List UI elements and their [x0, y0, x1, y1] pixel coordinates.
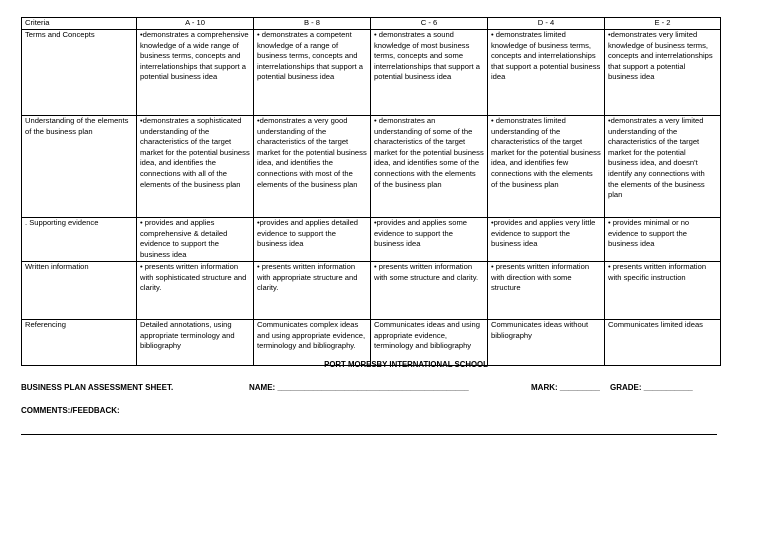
grade-d-cell: Communicates ideas without bibliography: [488, 320, 605, 366]
grade-a-cell: Detailed annotations, using appropriate terminology and bibliography: [137, 320, 254, 366]
grade-c-cell: Communicates ideas and using appropriate evidence, terminology and bibliography: [371, 320, 488, 366]
table-row: [22, 262, 721, 320]
criteria-cell: Understanding of the elements of the business plan: [22, 116, 137, 218]
grade-b-cell: •demonstrates a very good understanding of the characteristics of the target market for the potential business idea, and identifies the connections with most of the elements of the business plan: [254, 116, 371, 218]
grade-a-cell: • presents written information with sophisticated structure and clarity.: [137, 262, 254, 320]
grade-a-cell: • provides and applies comprehensive & detailed evidence to support the business idea: [137, 218, 254, 262]
grade-d-cell: • demonstrates limited knowledge of business terms, concepts and interrelationships that support a potential business idea: [488, 30, 605, 116]
rubric-header-row: [22, 18, 721, 30]
grade-c-cell: • presents written information with some structure and clarity.: [371, 262, 488, 320]
header-grade-e: E - 2: [605, 18, 721, 30]
grade-b-cell: • presents written information with appropriate structure and clarity.: [254, 262, 371, 320]
mark-field[interactable]: MARK: _________: [531, 383, 600, 392]
table-row: [22, 30, 721, 116]
grade-d-cell: •provides and applies very little evidence to support the business idea: [488, 218, 605, 262]
grade-c-cell: • demonstrates a sound knowledge of most business terms, concepts and some interrelationships that support a potential business idea: [371, 30, 488, 116]
grade-e-cell: • provides minimal or no evidence to support the business idea: [605, 218, 721, 262]
school-name: PORT MORESBY INTERNATIONAL SCHOOL: [324, 360, 488, 369]
criteria-cell: . Supporting evidence: [22, 218, 137, 262]
grade-e-cell: Communicates limited ideas: [605, 320, 721, 366]
grade-c-cell: • demonstrates an understanding of some of the characteristics of the target market for the potential business idea, and identifies some of the connections with the elements of the business plan: [371, 116, 488, 218]
grade-b-cell: • demonstrates a competent knowledge of a range of business terms, concepts and interrelationships that support a potential business idea: [254, 30, 371, 116]
header-grade-b: B - 8: [254, 18, 371, 30]
criteria-cell: Referencing: [22, 320, 137, 366]
header-grade-d: D - 4: [488, 18, 605, 30]
grade-e-cell: •demonstrates very limited knowledge of business terms, concepts and interrelationships that support a potential business idea: [605, 30, 721, 116]
grade-a-cell: •demonstrates a comprehensive knowledge of a wide range of business terms, concepts and interrelationships that support a potential business idea: [137, 30, 254, 116]
grade-d-cell: • demonstrates limited understanding of the characteristics of the target market for the potential business idea, and identifies few connections with the elements of the business plan: [488, 116, 605, 218]
table-row: [22, 218, 721, 262]
grade-b-cell: •provides and applies detailed evidence to support the business idea: [254, 218, 371, 262]
grade-e-cell: •demonstrates a very limited understanding of the characteristics of the target market for the potential business idea, and doesn't identify any connections with the elements of the business plan: [605, 116, 721, 218]
grade-c-cell: •provides and applies some evidence to support the business idea: [371, 218, 488, 262]
criteria-cell: Written information: [22, 262, 137, 320]
sheet-title: BUSINESS PLAN ASSESSMENT SHEET.: [21, 383, 174, 392]
grade-field[interactable]: GRADE: ___________: [610, 383, 693, 392]
rubric-table: [21, 17, 721, 366]
grade-a-cell: •demonstrates a sophisticated understanding of the characteristics of the target market for the potential business idea, and identifies the connections with all of the elements of the business plan: [137, 116, 254, 218]
header-criteria: Criteria: [22, 18, 137, 30]
grade-d-cell: • presents written information with direction with some structure: [488, 262, 605, 320]
name-field[interactable]: NAME: ___________________________________________: [249, 383, 469, 392]
header-grade-a: A - 10: [137, 18, 254, 30]
header-grade-c: C - 6: [371, 18, 488, 30]
criteria-cell: Terms and Concepts: [22, 30, 137, 116]
comments-line[interactable]: [21, 434, 717, 435]
comments-label: COMMENTS:/FEEDBACK:: [21, 406, 120, 415]
grade-b-cell: Communicates complex ideas and using appropriate evidence, terminology and bibliography.: [254, 320, 371, 366]
table-row: [22, 116, 721, 218]
grade-e-cell: • presents written information with specific instruction: [605, 262, 721, 320]
table-row: [22, 320, 721, 366]
